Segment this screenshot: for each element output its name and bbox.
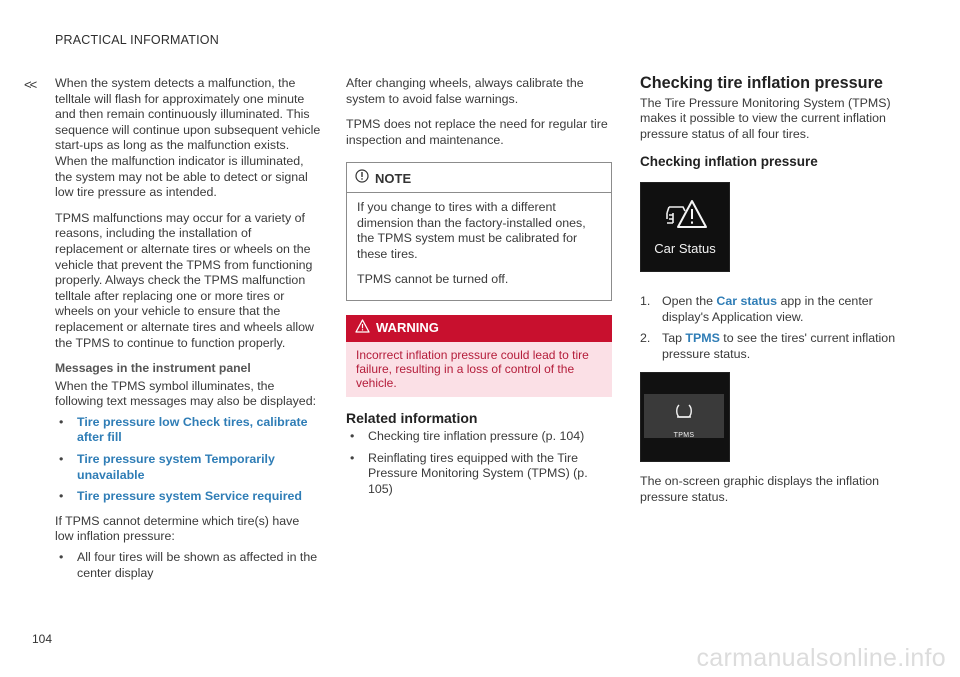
- step-text: Tap: [662, 331, 686, 346]
- section-title: Checking tire inflation pressure: [640, 74, 883, 92]
- note-paragraph: TPMS cannot be turned off.: [357, 272, 509, 287]
- section-intro: The Tire Pressure Monitoring System (TPMS) makes it possible to view the current inflation pressure status of all four tires.: [640, 95, 891, 141]
- tire-pressure-icon: [675, 403, 693, 424]
- undetermined-tire-paragraph: If TPMS cannot determine which tire(s) have low inflation pressure:: [55, 513, 300, 544]
- tpms-label: TPMS: [673, 432, 695, 440]
- messages-subheading: Messages in the instrument panel: [55, 361, 251, 376]
- message-list: [55, 415, 321, 505]
- undetermined-list: [55, 550, 321, 581]
- warning-text: Incorrect inflation pressure could lead to tire failure, resulting in a loss of control of the vehicle.: [346, 342, 612, 397]
- page-number: 104: [32, 632, 53, 646]
- car-status-app-link[interactable]: Car status: [716, 293, 778, 308]
- warning-triangle-icon: [355, 319, 370, 338]
- column-right: [640, 76, 906, 516]
- calibrate-paragraph: After changing wheels, always calibrate the system to avoid false warnings.: [346, 76, 584, 106]
- closing-paragraph: The on-screen graphic displays the inflation pressure status.: [640, 474, 879, 504]
- steps-list: [640, 294, 906, 362]
- messages-intro: When the TPMS symbol illuminates, the following text messages may also be displayed:: [55, 378, 317, 409]
- continued-marker: <<: [24, 77, 36, 92]
- tpms-malfunction-paragraph: TPMS malfunctions may occur for a variety of reasons, including the installation of replacement or alternate tires or wheels on the vehicle that prevent the TPMS from functioning properly. Always check the TPMS malfunction telltale after replacing one or more tires or wheels on your vehicle to ensure that the replacement or alternate tires and wheels allow the TPMS to continue to function properly.: [55, 210, 314, 350]
- note-box: [346, 162, 612, 301]
- tpms-link[interactable]: TPMS: [685, 331, 720, 346]
- related-info-list: [346, 429, 612, 497]
- warning-box: [346, 315, 612, 397]
- warning-title: WARNING: [376, 320, 439, 336]
- note-header: [347, 163, 611, 193]
- inspection-paragraph: TPMS does not replace the need for regular tire inspection and maintenance.: [346, 117, 608, 147]
- column-middle: [346, 76, 612, 507]
- tpms-button-image: [640, 372, 730, 462]
- step-number: 2.: [640, 331, 651, 346]
- car-status-label: Car Status: [654, 240, 716, 256]
- car-status-app-image: [640, 182, 730, 272]
- step-number: 1.: [640, 293, 651, 308]
- column-left: [55, 76, 321, 590]
- note-title: NOTE: [375, 170, 412, 186]
- related-info-heading: Related information: [346, 409, 478, 426]
- related-link[interactable]: • Checking tire inflation pressure (p. 104): [346, 429, 612, 445]
- step-item: [640, 294, 906, 325]
- related-link[interactable]: • Reinflating tires equipped with the Tire Pressure Monitoring System (TPMS) (p. 105): [346, 451, 612, 498]
- tpms-button: [644, 394, 724, 438]
- note-body: [347, 193, 611, 300]
- watermark: carmanualsonline.info: [696, 644, 946, 672]
- page-header: PRACTICAL INFORMATION: [55, 33, 219, 47]
- message-item: • Tire pressure system Service required: [55, 489, 321, 505]
- message-item: • Tire pressure low Check tires, calibrate after fill: [55, 415, 321, 446]
- step-item: [640, 331, 906, 362]
- step-text: app in the center display's Application view.: [662, 293, 873, 324]
- malfunction-paragraph: When the system detects a malfunction, the telltale will flash for approximately one minute and then remain continuously illuminated. This sequence will continue upon subsequent vehicle start-ups as long as the malfunction exists. When the malfunction indicator is illuminated, the system may not be able to detect or signal low tire pressure as intended.: [55, 76, 321, 200]
- message-item: • Tire pressure system Temporarily unavailable: [55, 452, 321, 483]
- list-item: • All four tires will be shown as affected in the center display: [55, 550, 321, 581]
- step-text: to see the tires' current inflation pressure status.: [662, 331, 896, 361]
- step-text: Open the: [662, 293, 717, 308]
- section-subtitle: Checking inflation pressure: [640, 154, 818, 170]
- warning-header: [346, 315, 612, 342]
- car-status-icon: [663, 197, 709, 240]
- note-paragraph: If you change to tires with a different dimension than the factory-installed ones, the TPMS system must be calibrated for these tires.: [357, 199, 586, 261]
- note-icon: [355, 169, 369, 188]
